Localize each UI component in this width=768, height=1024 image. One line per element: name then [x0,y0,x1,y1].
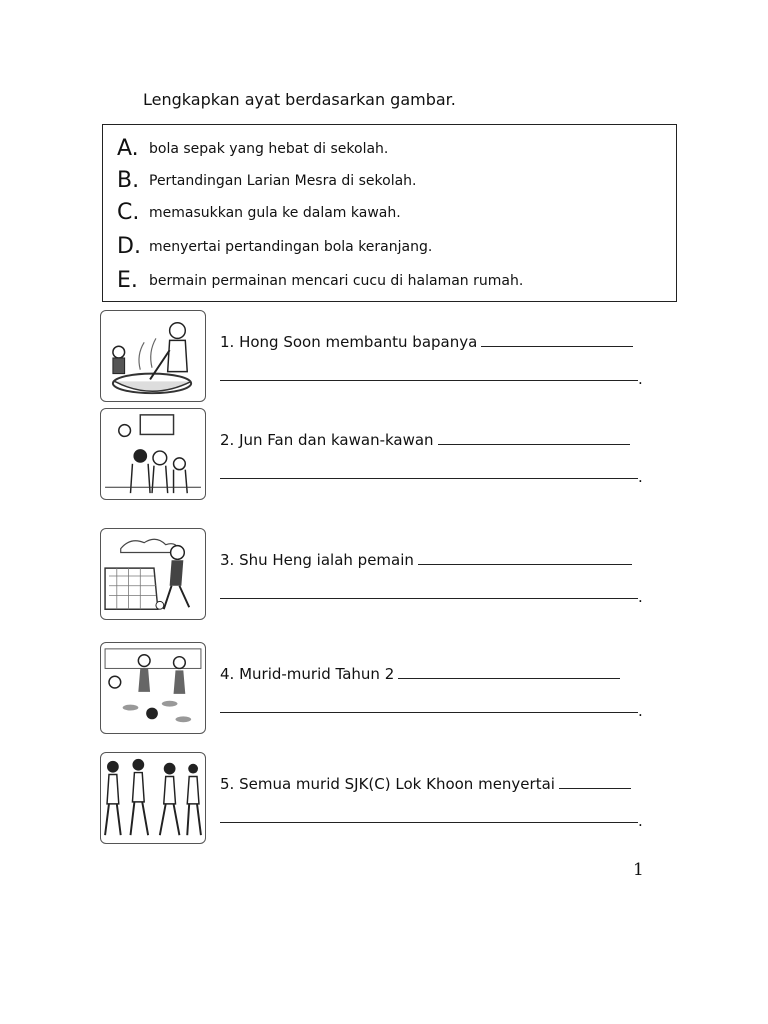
option-b [117,167,417,195]
question-text [220,774,631,793]
question-4 [100,642,660,734]
question-text [220,550,632,569]
question-prompt: 4. Murid-murid Tahun 2 [220,665,395,683]
option-a [117,135,388,163]
cooking-illustration [101,311,205,401]
sentence-end: . [638,812,643,830]
football-illustration [101,529,205,619]
option-letter: D. [117,234,141,259]
answer-line[interactable] [220,712,638,713]
answer-line[interactable] [220,380,638,381]
answer-blank[interactable] [418,550,632,565]
answer-blank[interactable] [481,332,633,347]
options-box [102,124,677,302]
answer-line[interactable] [220,822,638,823]
running-illustration [101,753,205,843]
treasure-hunt-illustration [101,643,205,733]
option-d [117,233,432,261]
question-prompt: 1. Hong Soon membantu bapanya [220,333,478,351]
option-e [117,267,523,295]
option-letter: C. [117,200,140,225]
picture-basketball [100,408,206,500]
sentence-end: . [638,588,643,606]
question-prompt: 5. Semua murid SJK(C) Lok Khoon menyertai [220,775,555,793]
question-2 [100,408,660,500]
option-text: menyertai pertandingan bola keranjang. [149,239,433,255]
question-3 [100,528,660,620]
question-prompt: 3. Shu Heng ialah pemain [220,551,414,569]
basketball-illustration [101,409,205,499]
picture-treasure-hunt [100,642,206,734]
picture-running [100,752,206,844]
question-1 [100,310,660,402]
option-text: Pertandingan Larian Mesra di sekolah. [149,173,417,189]
question-text [220,332,633,351]
option-text: bermain permainan mencari cucu di halaman rumah. [149,273,524,289]
question-5 [100,752,660,844]
sentence-end: . [638,370,643,388]
picture-football [100,528,206,620]
picture-cooking [100,310,206,402]
question-text [220,430,630,449]
answer-line[interactable] [220,598,638,599]
instruction-text: Lengkapkan ayat berdasarkan gambar. [143,90,456,109]
option-text: memasukkan gula ke dalam kawah. [149,205,401,221]
question-prompt: 2. Jun Fan dan kawan-kawan [220,431,434,449]
option-letter: B. [117,168,140,193]
answer-blank[interactable] [398,664,620,679]
sentence-end: . [638,468,643,486]
option-c [117,199,401,227]
answer-blank[interactable] [438,430,630,445]
option-letter: E. [117,268,138,293]
answer-line[interactable] [220,478,638,479]
answer-blank[interactable] [559,774,631,789]
page-number: 1 [633,860,644,880]
question-text [220,664,620,683]
option-text: bola sepak yang hebat di sekolah. [149,141,389,157]
option-letter: A. [117,136,139,161]
sentence-end: . [638,702,643,720]
